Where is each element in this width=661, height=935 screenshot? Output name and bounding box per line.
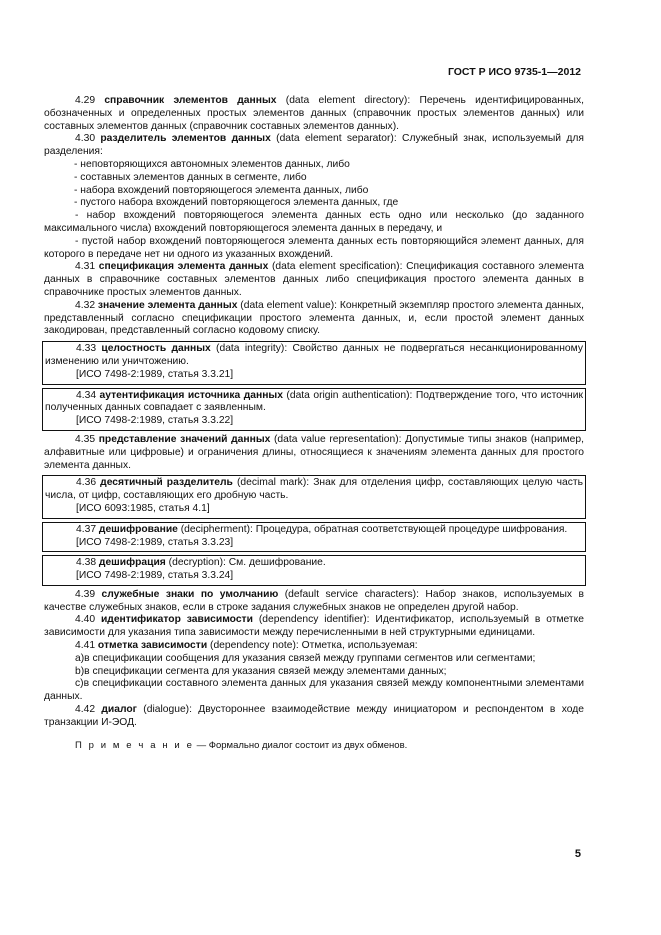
source-reference: [ИСО 7498-2:1989, статья 3.3.23]	[76, 536, 234, 548]
list-item: c)в спецификации составного элемента данных для указания связей между компонентными элементами данных.	[44, 678, 584, 703]
list-item: - пустой набор вхождений повторяющегося элемента данных есть повторяющийся элемент данных, для которого в передаче нет ни одного из указанных вхождений.	[44, 235, 584, 260]
term-name: представление значений данных	[98, 433, 271, 445]
term-name: дешифрация	[98, 557, 166, 569]
term-name: разделитель элементов данных	[100, 133, 271, 145]
term-entry-4-41: 4.41 отметка зависимости (dependency note): Отметка, используемая:	[75, 640, 418, 652]
boxed-term-4-34	[42, 388, 586, 431]
term-entry-4-38: 4.38 дешифрация (decryption): См. дешифрование.	[76, 557, 326, 569]
document-body	[44, 95, 584, 752]
term-entry-4-30: 4.30 разделитель элементов данных (data element separator): Служебный знак, используемый для разделения:	[44, 133, 584, 158]
term-name: значение элемента данных	[97, 299, 238, 311]
term-entry-4-42: 4.42 диалог (dialogue): Двустороннее взаимодействие между инициатором и респондентом в ходе транзакции И-ЭОД.	[44, 704, 584, 728]
term-entry-4-40: 4.40 идентификатор зависимости (dependency identifier): Идентификатор, используемый в отметке зависимости для указания типа зависимости между перечисленными в ней структурными единицами.	[44, 614, 584, 639]
term-entry-4-33: 4.33 целостность данных (data integrity): Свойство данных не подвергаться несанкционированному изменению или уничтожению.	[45, 343, 583, 367]
term-name: аутентификация источника данных	[99, 389, 283, 401]
term-entry-4-32: 4.32 значение элемента данных (data element value): Конкретный экземпляр простого элемента данных, представленный согласно спецификации простого элемента данных, и, если простой элемент данных закодирован, представленный согласно кодовому списку.	[44, 299, 584, 337]
boxed-term-4-36	[42, 475, 586, 518]
page-number: 5	[574, 848, 581, 860]
boxed-term-4-37	[42, 522, 586, 553]
term-name: отметка зависимости	[97, 640, 208, 652]
term-name: дешифрование	[98, 523, 178, 535]
term-entry-4-39: 4.39 служебные знаки по умолчанию (default service characters): Набор знаков, используемых в качестве служебных знаков, если в строке задания служебных знаков не определен другой набор.	[44, 588, 584, 613]
note	[44, 740, 584, 753]
term-entry-4-35: 4.35 представление значений данных (data value representation): Допустимые типы знаков (например, алфавитные или цифровые) и ограничения длины, относящиеся к значениям элемента данных для простого элемента данных.	[44, 433, 584, 471]
term-name: диалог	[101, 704, 137, 716]
term-name: справочник элементов данных	[104, 95, 277, 106]
list-item: - набор вхождений повторяющегося элемента данных есть одно или несколько (до заданного максимального числа) вхождений повторяющегося элемента данных в передачу, и	[44, 210, 584, 234]
list-item: - составных элементов данных в сегменте, либо	[74, 171, 307, 183]
term-name: целостность данных	[101, 343, 211, 355]
list-item: - неповторяющихся автономных элементов данных, либо	[74, 158, 350, 170]
list-item: a)в спецификации сообщения для указания связей между группами сегментов или сегментами;	[75, 652, 536, 664]
source-reference: [ИСО 7498-2:1989, статья 3.3.24]	[76, 570, 234, 582]
note-label: П р и м е ч а н и е	[75, 739, 194, 751]
term-name: служебные знаки по умолчанию	[101, 588, 279, 600]
source-reference: [ИСО 7498-2:1989, статья 3.3.22]	[76, 415, 234, 427]
term-entry-4-36: 4.36 десятичный разделитель (decimal mark): Знак для отделения цифр, составляющих целую часть числа, от цифр, составляющих его дробную часть.	[45, 477, 583, 502]
term-entry-4-37: 4.37 дешифрование (decipherment): Процедура, обратная соответствующей процедуре шифрования.	[76, 523, 568, 535]
term-name: идентификатор зависимости	[100, 614, 253, 626]
term-name: десятичный разделитель	[100, 477, 233, 489]
term-entry-4-29: 4.29 справочник элементов данных (data element directory): Перечень идентифицированных, обозначенных и определенных простых элементов данных (справочник простых элементов данных) или составных элементов данных (справочник составных элементов данных).	[44, 95, 584, 132]
term-entry-4-31: 4.31 спецификация элемента данных (data element specification): Спецификация составного элемента данных в справочнике составных элементов данных либо спецификация простого элемента данных в справочнике простых элементов данных.	[44, 261, 584, 298]
term-entry-4-34: 4.34 аутентификация источника данных (data origin authentication): Подтверждение того, что источник полученных данных совпадает с заявленным.	[45, 389, 583, 414]
boxed-term-4-38	[42, 555, 586, 586]
list-item: - набора вхождений повторяющегося элемента данных, либо	[74, 184, 369, 196]
source-reference: [ИСО 7498-2:1989, статья 3.3.21]	[76, 368, 234, 380]
note-text: — Формально диалог состоит из двух обменов.	[193, 739, 408, 751]
document-code-header: ГОСТ Р ИСО 9735-1—2012	[447, 66, 581, 78]
list-item: - пустого набора вхождений повторяющегося элемента данных, где	[74, 197, 399, 209]
list-item: b)в спецификации сегмента для указания связей между элементами данных;	[75, 665, 447, 677]
boxed-term-4-33	[42, 341, 586, 384]
source-reference: [ИСО 6093:1985, статья 4.1]	[76, 502, 210, 514]
term-name: спецификация элемента данных	[98, 261, 269, 273]
